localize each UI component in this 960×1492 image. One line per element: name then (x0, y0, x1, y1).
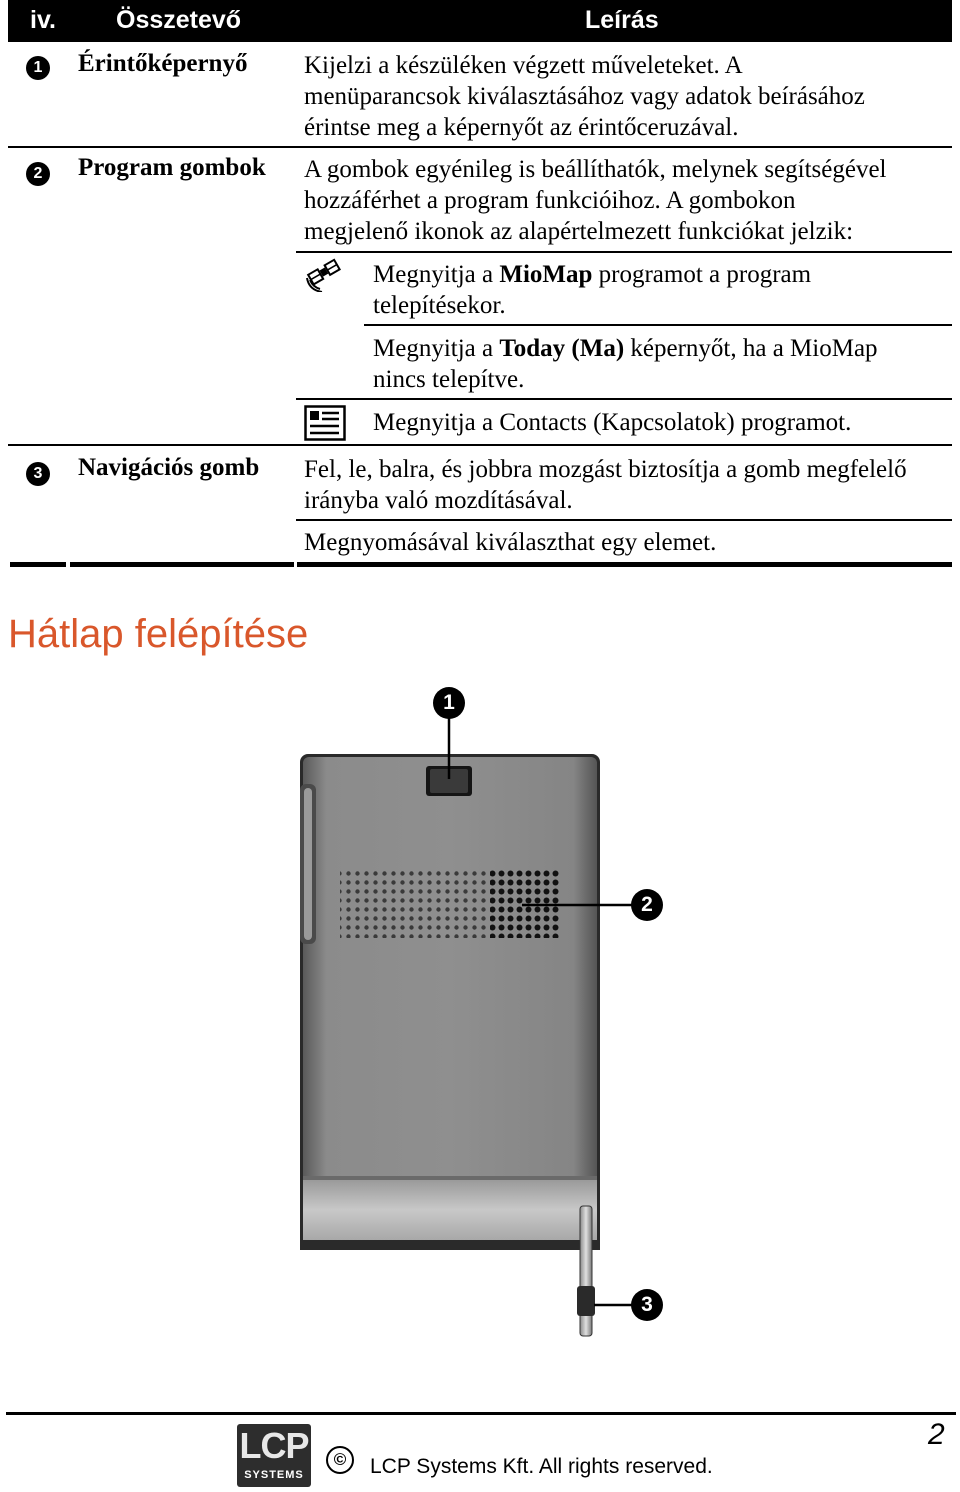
device-back-illustration (290, 680, 670, 1360)
description-navigation-press: Megnyomásával kiválaszthat egy elemet. (304, 529, 717, 556)
callout-2: 2 (631, 889, 663, 921)
subitem-text: programot a program (592, 261, 812, 288)
desc-line: Fel, le, balra, és jobbra mozgást biztosítja a gomb megfelelő (304, 456, 907, 483)
callout-3: 3 (631, 1289, 663, 1321)
subitem-bold: Today (Ma) (499, 335, 625, 362)
callout-1: 1 (433, 687, 465, 719)
table-bottom-rule (297, 562, 952, 567)
subitem-bold: MioMap (499, 261, 593, 288)
section-heading: Hátlap felépítése (8, 612, 309, 656)
description-program-buttons (304, 154, 954, 247)
row-marker-2: 2 (26, 162, 50, 186)
table-bottom-rule (10, 562, 66, 567)
copyright-text: LCP Systems Kft. All rights reserved. (370, 1455, 713, 1478)
description-touchscreen (304, 50, 954, 143)
desc-line: hozzáférhet a program funkcióihoz. A gombokon (304, 187, 796, 214)
page-number: 2 (928, 1418, 945, 1451)
header-col-index: iv. (30, 6, 56, 34)
row-marker-3: 3 (26, 462, 50, 486)
component-touchscreen: Érintőképernyő (78, 50, 248, 77)
subitem-text: nincs telepítve. (373, 366, 525, 393)
desc-line: Kijelzi a készüléken végzett műveleteket. A (304, 52, 743, 79)
subitem-contacts: Megnyitja a Contacts (Kapcsolatok) programot. (373, 409, 852, 436)
desc-line: megjelenő ikonok az alapértelmezett funkciókat jelzik: (304, 218, 854, 245)
description-navigation (304, 454, 954, 516)
component-navigation: Navigációs gomb (78, 454, 260, 481)
sub-divider (296, 398, 952, 400)
footer-rule (6, 1412, 956, 1415)
subitem-text: Megnyitja a (373, 335, 500, 362)
row-divider (296, 519, 952, 521)
subitem-text: telepítésekor. (373, 292, 506, 319)
contacts-icon (304, 405, 346, 441)
component-program-buttons: Program gombok (78, 154, 266, 181)
subitem-today (373, 333, 953, 395)
desc-line: irányba való mozdításával. (304, 487, 573, 514)
row-divider (296, 251, 952, 253)
subitem-text: Megnyitja a (373, 261, 500, 288)
subitem-text: képernyőt, ha a MioMap (624, 335, 878, 362)
table-header (8, 0, 952, 42)
device-svg (290, 680, 670, 1360)
desc-line: érintse meg a képernyőt az érintőceruzával. (304, 114, 739, 141)
desc-line: menüparancsok kiválasztásához vagy adatok beírásához (304, 83, 865, 110)
row-divider (8, 444, 952, 446)
row-marker-1: 1 (26, 56, 50, 80)
header-col-component: Összetevő (116, 6, 242, 34)
header-col-description: Leírás (585, 6, 659, 34)
desc-line: A gombok egyénileg is beállíthatók, melynek segítségével (304, 156, 887, 183)
table-bottom-rule (70, 562, 294, 567)
subitem-miomap (373, 259, 953, 321)
row-divider (8, 146, 952, 148)
logo-sub-text: SYSTEMS (244, 1469, 304, 1481)
copyright-icon: © (326, 1446, 354, 1474)
sub-divider (364, 324, 952, 326)
satellite-icon (304, 256, 346, 292)
lcp-logo (237, 1424, 311, 1487)
logo-main-text: LCP (239, 1425, 309, 1466)
